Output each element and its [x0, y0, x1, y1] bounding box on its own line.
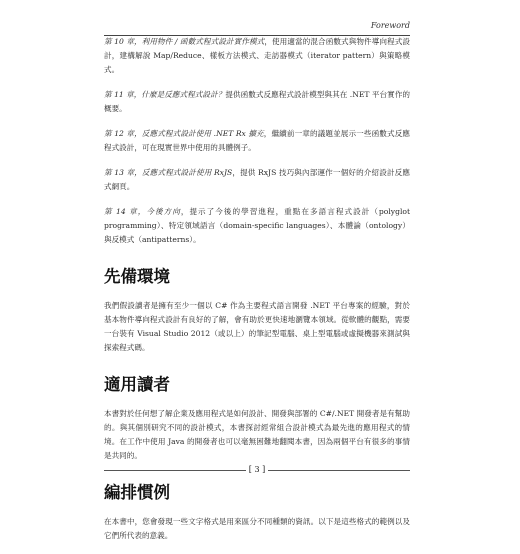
chapter-12-summary [104, 127, 410, 155]
section-heading-audience: 適用讀者 [104, 375, 170, 394]
chapter-14-summary [104, 205, 410, 247]
page-footer [104, 464, 410, 476]
chapter-11-summary [104, 88, 410, 116]
chapter-lead: 第 13 章，反應式程式設計使用 RxJS [104, 168, 233, 177]
chapter-lead: 第 10 章，利用物件 / 函數式程式設計實作模式 [104, 37, 265, 46]
section-heading-conventions: 編排慣例 [104, 483, 170, 502]
running-header [104, 13, 410, 36]
page-number: [ 3 ] [248, 465, 266, 474]
section-body-prerequisites: 我們假設讀者是擁有至少一個以 C# 作為主要程式語言開發 .NET 平台專案的經驗，對於基本物件導向程式設計有良好的了解，會有助於更快速地瀏覽本領域。從軟體的觀點，需要一台裝有 Visual Studio 2012（或以上）的筆記型電腦、桌上型電腦或虛擬機器來測試與探索程式碼。 [104, 301, 410, 352]
chapter-lead: 第 12 章，反應式程式設計使用 .NET Rx 擴充 [104, 129, 264, 138]
chapter-text: 提供函數式反應程式設計模型與其在 .NET 平台實作的概要。 [104, 90, 410, 113]
chapter-13-summary [104, 166, 410, 194]
section-body-audience: 本書對於任何想了解企業及應用程式是如何設計、開發與部署的 C#/.NET 開發者是有幫助的。與其個別研究不同的設計模式，本書探討經常組合設計模式為最先進的應用程式的情境。在工作中使用 Java 的開發者也可以毫無困難地翻閱本書，因為兩個平台有很多的事情是共同的。 [104, 409, 410, 460]
section-heading-prerequisites: 先備環境 [104, 267, 170, 286]
chapter-text: ，使用適當的混合函數式與物件導向程式設計，建構解說 Map/Reduce、樣板方法模式、走訪器模式（iterator pattern）與策略模式。 [104, 37, 411, 74]
running-header-title: Foreword [370, 21, 410, 30]
chapter-lead: 第 14 章，今後方向 [104, 207, 181, 216]
chapter-text: ，提示了今後的學習進程，重點在多語言程式設計（polyglot programming）、特定領域語言（domain-specific languages）、本體論（ontology）與反模式（antipatterns）。 [104, 207, 410, 244]
chapter-text: ，繼續前一章的議題並展示一些函數式反應程式設計，可在現實世界中使用的具體例子。 [104, 129, 410, 152]
chapter-10-summary [104, 35, 410, 77]
section-body-conventions: 在本書中，您會發現一些文字格式是用來區分不同種類的資訊。以下是這些格式的範例以及它們所代表的意義。 [104, 517, 410, 540]
chapter-text: ，提供 RxJS 技巧與內部運作一個好的介紹設計反應式網頁。 [104, 168, 410, 191]
footer-rule-right [268, 470, 410, 471]
chapter-lead: 第 11 章，什麼是反應式程式設計？ [104, 90, 226, 99]
page-body [104, 35, 410, 554]
